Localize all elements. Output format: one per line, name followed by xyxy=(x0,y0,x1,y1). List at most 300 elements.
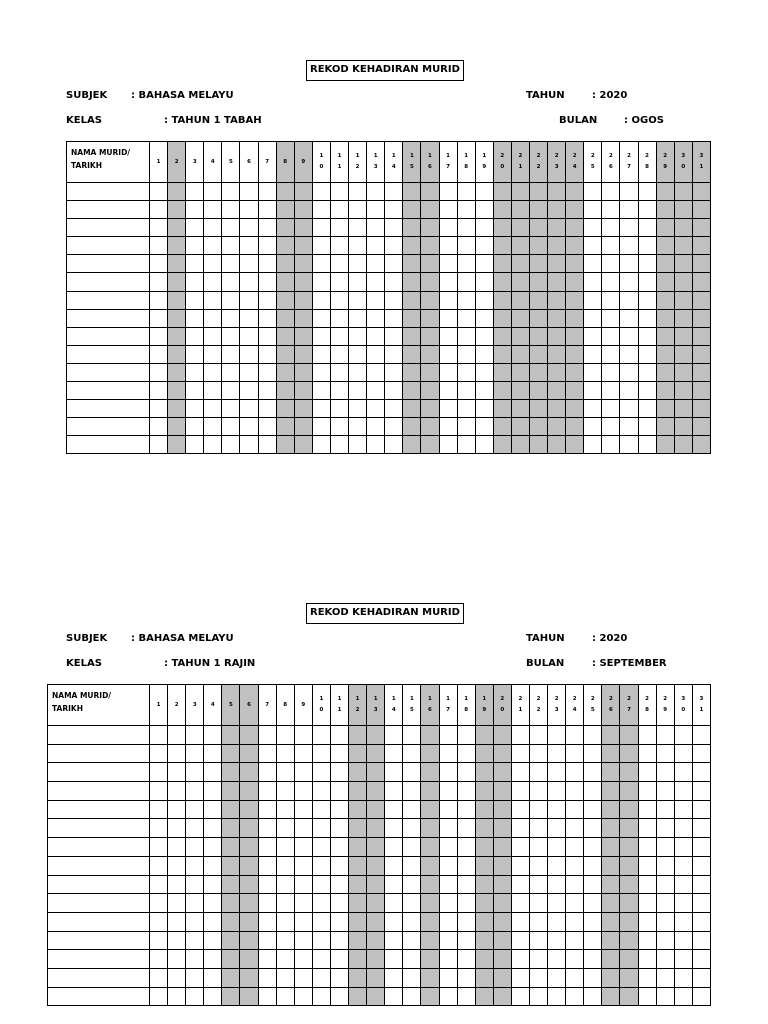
attendance-cell[interactable] xyxy=(566,382,584,400)
attendance-cell[interactable] xyxy=(367,950,385,969)
attendance-cell[interactable] xyxy=(168,309,186,327)
attendance-cell[interactable] xyxy=(548,345,566,363)
attendance-cell[interactable] xyxy=(312,856,330,875)
attendance-cell[interactable] xyxy=(240,838,258,857)
attendance-cell[interactable] xyxy=(638,856,656,875)
attendance-cell[interactable] xyxy=(493,782,511,801)
attendance-cell[interactable] xyxy=(493,309,511,327)
attendance-cell[interactable] xyxy=(457,782,475,801)
attendance-cell[interactable] xyxy=(168,273,186,291)
attendance-cell[interactable] xyxy=(548,875,566,894)
attendance-cell[interactable] xyxy=(602,819,620,838)
attendance-cell[interactable] xyxy=(529,800,547,819)
attendance-cell[interactable] xyxy=(276,800,294,819)
attendance-cell[interactable] xyxy=(656,912,674,931)
attendance-cell[interactable] xyxy=(457,400,475,418)
attendance-cell[interactable] xyxy=(385,418,403,436)
attendance-cell[interactable] xyxy=(150,201,168,219)
attendance-cell[interactable] xyxy=(168,931,186,950)
attendance-cell[interactable] xyxy=(692,931,710,950)
attendance-cell[interactable] xyxy=(584,237,602,255)
student-name-cell[interactable] xyxy=(67,345,150,363)
attendance-cell[interactable] xyxy=(186,856,204,875)
attendance-cell[interactable] xyxy=(403,894,421,913)
attendance-cell[interactable] xyxy=(403,838,421,857)
attendance-cell[interactable] xyxy=(457,309,475,327)
attendance-cell[interactable] xyxy=(204,436,222,454)
attendance-cell[interactable] xyxy=(240,744,258,763)
attendance-cell[interactable] xyxy=(385,763,403,782)
attendance-cell[interactable] xyxy=(511,819,529,838)
attendance-cell[interactable] xyxy=(367,273,385,291)
attendance-cell[interactable] xyxy=(150,382,168,400)
attendance-cell[interactable] xyxy=(638,894,656,913)
attendance-cell[interactable] xyxy=(276,894,294,913)
attendance-cell[interactable] xyxy=(692,436,710,454)
attendance-cell[interactable] xyxy=(168,237,186,255)
attendance-cell[interactable] xyxy=(330,726,348,745)
attendance-cell[interactable] xyxy=(566,327,584,345)
attendance-cell[interactable] xyxy=(222,875,240,894)
attendance-cell[interactable] xyxy=(511,183,529,201)
student-name-cell[interactable] xyxy=(67,418,150,436)
attendance-cell[interactable] xyxy=(150,726,168,745)
attendance-cell[interactable] xyxy=(403,856,421,875)
attendance-cell[interactable] xyxy=(204,219,222,237)
attendance-cell[interactable] xyxy=(367,838,385,857)
attendance-cell[interactable] xyxy=(511,291,529,309)
attendance-cell[interactable] xyxy=(349,436,367,454)
attendance-cell[interactable] xyxy=(150,763,168,782)
attendance-cell[interactable] xyxy=(566,201,584,219)
attendance-cell[interactable] xyxy=(204,968,222,987)
attendance-cell[interactable] xyxy=(294,726,312,745)
attendance-cell[interactable] xyxy=(620,968,638,987)
attendance-cell[interactable] xyxy=(186,894,204,913)
attendance-cell[interactable] xyxy=(367,726,385,745)
attendance-cell[interactable] xyxy=(457,183,475,201)
attendance-cell[interactable] xyxy=(150,819,168,838)
attendance-cell[interactable] xyxy=(620,237,638,255)
attendance-cell[interactable] xyxy=(511,400,529,418)
attendance-cell[interactable] xyxy=(168,436,186,454)
attendance-cell[interactable] xyxy=(511,838,529,857)
attendance-cell[interactable] xyxy=(186,987,204,1006)
attendance-cell[interactable] xyxy=(294,800,312,819)
attendance-cell[interactable] xyxy=(168,912,186,931)
attendance-cell[interactable] xyxy=(150,800,168,819)
attendance-cell[interactable] xyxy=(385,912,403,931)
attendance-cell[interactable] xyxy=(168,255,186,273)
attendance-cell[interactable] xyxy=(566,856,584,875)
attendance-cell[interactable] xyxy=(276,183,294,201)
attendance-cell[interactable] xyxy=(294,436,312,454)
attendance-cell[interactable] xyxy=(638,327,656,345)
attendance-cell[interactable] xyxy=(511,219,529,237)
attendance-cell[interactable] xyxy=(439,968,457,987)
attendance-cell[interactable] xyxy=(150,744,168,763)
attendance-cell[interactable] xyxy=(150,273,168,291)
attendance-cell[interactable] xyxy=(421,400,439,418)
attendance-cell[interactable] xyxy=(439,726,457,745)
attendance-cell[interactable] xyxy=(439,219,457,237)
attendance-cell[interactable] xyxy=(421,237,439,255)
attendance-cell[interactable] xyxy=(421,273,439,291)
attendance-cell[interactable] xyxy=(602,838,620,857)
attendance-cell[interactable] xyxy=(421,183,439,201)
attendance-cell[interactable] xyxy=(240,800,258,819)
attendance-cell[interactable] xyxy=(385,400,403,418)
attendance-cell[interactable] xyxy=(511,912,529,931)
attendance-cell[interactable] xyxy=(258,363,276,381)
student-name-cell[interactable] xyxy=(48,894,150,913)
attendance-cell[interactable] xyxy=(548,436,566,454)
attendance-cell[interactable] xyxy=(674,201,692,219)
attendance-cell[interactable] xyxy=(367,800,385,819)
attendance-cell[interactable] xyxy=(240,950,258,969)
attendance-cell[interactable] xyxy=(204,183,222,201)
attendance-cell[interactable] xyxy=(511,327,529,345)
attendance-cell[interactable] xyxy=(674,183,692,201)
attendance-cell[interactable] xyxy=(330,183,348,201)
attendance-cell[interactable] xyxy=(439,819,457,838)
attendance-cell[interactable] xyxy=(692,800,710,819)
attendance-cell[interactable] xyxy=(457,838,475,857)
attendance-cell[interactable] xyxy=(548,201,566,219)
attendance-cell[interactable] xyxy=(421,987,439,1006)
attendance-cell[interactable] xyxy=(548,183,566,201)
attendance-cell[interactable] xyxy=(566,345,584,363)
attendance-cell[interactable] xyxy=(475,856,493,875)
attendance-cell[interactable] xyxy=(385,291,403,309)
attendance-cell[interactable] xyxy=(602,950,620,969)
attendance-cell[interactable] xyxy=(168,950,186,969)
attendance-cell[interactable] xyxy=(529,726,547,745)
attendance-cell[interactable] xyxy=(349,382,367,400)
attendance-cell[interactable] xyxy=(276,327,294,345)
attendance-cell[interactable] xyxy=(222,987,240,1006)
attendance-cell[interactable] xyxy=(349,912,367,931)
attendance-cell[interactable] xyxy=(656,744,674,763)
attendance-cell[interactable] xyxy=(511,987,529,1006)
attendance-cell[interactable] xyxy=(620,400,638,418)
attendance-cell[interactable] xyxy=(168,800,186,819)
attendance-cell[interactable] xyxy=(620,418,638,436)
attendance-cell[interactable] xyxy=(240,382,258,400)
attendance-cell[interactable] xyxy=(421,931,439,950)
attendance-cell[interactable] xyxy=(330,875,348,894)
attendance-cell[interactable] xyxy=(385,345,403,363)
attendance-cell[interactable] xyxy=(240,912,258,931)
attendance-cell[interactable] xyxy=(204,987,222,1006)
attendance-cell[interactable] xyxy=(204,345,222,363)
attendance-cell[interactable] xyxy=(186,726,204,745)
attendance-cell[interactable] xyxy=(150,400,168,418)
attendance-cell[interactable] xyxy=(602,363,620,381)
attendance-cell[interactable] xyxy=(457,382,475,400)
attendance-cell[interactable] xyxy=(439,327,457,345)
attendance-cell[interactable] xyxy=(349,219,367,237)
attendance-cell[interactable] xyxy=(312,912,330,931)
attendance-cell[interactable] xyxy=(385,363,403,381)
attendance-cell[interactable] xyxy=(638,819,656,838)
attendance-cell[interactable] xyxy=(403,400,421,418)
attendance-cell[interactable] xyxy=(367,237,385,255)
attendance-cell[interactable] xyxy=(385,838,403,857)
attendance-cell[interactable] xyxy=(330,363,348,381)
attendance-cell[interactable] xyxy=(294,400,312,418)
attendance-cell[interactable] xyxy=(330,856,348,875)
attendance-cell[interactable] xyxy=(439,782,457,801)
attendance-cell[interactable] xyxy=(222,273,240,291)
attendance-cell[interactable] xyxy=(493,327,511,345)
attendance-cell[interactable] xyxy=(511,382,529,400)
attendance-cell[interactable] xyxy=(294,819,312,838)
student-name-cell[interactable] xyxy=(67,201,150,219)
attendance-cell[interactable] xyxy=(656,968,674,987)
attendance-cell[interactable] xyxy=(258,382,276,400)
attendance-cell[interactable] xyxy=(638,363,656,381)
attendance-cell[interactable] xyxy=(294,291,312,309)
attendance-cell[interactable] xyxy=(276,400,294,418)
attendance-cell[interactable] xyxy=(602,327,620,345)
attendance-cell[interactable] xyxy=(548,255,566,273)
attendance-cell[interactable] xyxy=(638,201,656,219)
attendance-cell[interactable] xyxy=(439,912,457,931)
attendance-cell[interactable] xyxy=(475,255,493,273)
attendance-cell[interactable] xyxy=(312,291,330,309)
attendance-cell[interactable] xyxy=(656,819,674,838)
attendance-cell[interactable] xyxy=(276,273,294,291)
attendance-cell[interactable] xyxy=(312,327,330,345)
attendance-cell[interactable] xyxy=(367,968,385,987)
attendance-cell[interactable] xyxy=(367,856,385,875)
attendance-cell[interactable] xyxy=(656,800,674,819)
attendance-cell[interactable] xyxy=(150,931,168,950)
attendance-cell[interactable] xyxy=(692,291,710,309)
attendance-cell[interactable] xyxy=(692,726,710,745)
attendance-cell[interactable] xyxy=(150,838,168,857)
attendance-cell[interactable] xyxy=(312,931,330,950)
attendance-cell[interactable] xyxy=(330,309,348,327)
attendance-cell[interactable] xyxy=(584,436,602,454)
attendance-cell[interactable] xyxy=(439,237,457,255)
attendance-cell[interactable] xyxy=(620,744,638,763)
attendance-cell[interactable] xyxy=(349,418,367,436)
attendance-cell[interactable] xyxy=(674,345,692,363)
attendance-cell[interactable] xyxy=(638,309,656,327)
attendance-cell[interactable] xyxy=(620,201,638,219)
attendance-cell[interactable] xyxy=(511,436,529,454)
attendance-cell[interactable] xyxy=(457,436,475,454)
attendance-cell[interactable] xyxy=(403,819,421,838)
attendance-cell[interactable] xyxy=(294,382,312,400)
attendance-cell[interactable] xyxy=(330,327,348,345)
attendance-cell[interactable] xyxy=(421,436,439,454)
attendance-cell[interactable] xyxy=(294,255,312,273)
attendance-cell[interactable] xyxy=(475,382,493,400)
attendance-cell[interactable] xyxy=(204,400,222,418)
attendance-cell[interactable] xyxy=(584,418,602,436)
attendance-cell[interactable] xyxy=(276,219,294,237)
attendance-cell[interactable] xyxy=(330,237,348,255)
attendance-cell[interactable] xyxy=(150,327,168,345)
attendance-cell[interactable] xyxy=(330,968,348,987)
attendance-cell[interactable] xyxy=(457,726,475,745)
attendance-cell[interactable] xyxy=(692,950,710,969)
attendance-cell[interactable] xyxy=(493,436,511,454)
attendance-cell[interactable] xyxy=(367,763,385,782)
attendance-cell[interactable] xyxy=(258,782,276,801)
attendance-cell[interactable] xyxy=(638,800,656,819)
attendance-cell[interactable] xyxy=(403,726,421,745)
student-name-cell[interactable] xyxy=(67,400,150,418)
attendance-cell[interactable] xyxy=(439,273,457,291)
attendance-cell[interactable] xyxy=(421,345,439,363)
attendance-cell[interactable] xyxy=(276,782,294,801)
attendance-cell[interactable] xyxy=(620,819,638,838)
attendance-cell[interactable] xyxy=(674,838,692,857)
attendance-cell[interactable] xyxy=(186,744,204,763)
attendance-cell[interactable] xyxy=(294,273,312,291)
attendance-cell[interactable] xyxy=(439,950,457,969)
attendance-cell[interactable] xyxy=(204,382,222,400)
attendance-cell[interactable] xyxy=(240,273,258,291)
student-name-cell[interactable] xyxy=(48,782,150,801)
attendance-cell[interactable] xyxy=(529,219,547,237)
attendance-cell[interactable] xyxy=(421,744,439,763)
attendance-cell[interactable] xyxy=(349,838,367,857)
attendance-cell[interactable] xyxy=(294,931,312,950)
attendance-cell[interactable] xyxy=(439,418,457,436)
attendance-cell[interactable] xyxy=(457,255,475,273)
attendance-cell[interactable] xyxy=(403,800,421,819)
attendance-cell[interactable] xyxy=(222,800,240,819)
attendance-cell[interactable] xyxy=(403,968,421,987)
attendance-cell[interactable] xyxy=(294,894,312,913)
attendance-cell[interactable] xyxy=(222,856,240,875)
attendance-cell[interactable] xyxy=(222,327,240,345)
attendance-cell[interactable] xyxy=(204,763,222,782)
attendance-cell[interactable] xyxy=(330,273,348,291)
attendance-cell[interactable] xyxy=(150,291,168,309)
attendance-cell[interactable] xyxy=(602,400,620,418)
attendance-cell[interactable] xyxy=(312,782,330,801)
attendance-cell[interactable] xyxy=(240,418,258,436)
attendance-cell[interactable] xyxy=(602,255,620,273)
attendance-cell[interactable] xyxy=(349,782,367,801)
student-name-cell[interactable] xyxy=(67,255,150,273)
attendance-cell[interactable] xyxy=(421,782,439,801)
attendance-cell[interactable] xyxy=(168,382,186,400)
attendance-cell[interactable] xyxy=(276,856,294,875)
attendance-cell[interactable] xyxy=(584,763,602,782)
attendance-cell[interactable] xyxy=(529,968,547,987)
attendance-cell[interactable] xyxy=(493,931,511,950)
attendance-cell[interactable] xyxy=(620,875,638,894)
attendance-cell[interactable] xyxy=(330,931,348,950)
attendance-cell[interactable] xyxy=(475,950,493,969)
attendance-cell[interactable] xyxy=(240,894,258,913)
attendance-cell[interactable] xyxy=(656,309,674,327)
attendance-cell[interactable] xyxy=(457,763,475,782)
attendance-cell[interactable] xyxy=(240,875,258,894)
attendance-cell[interactable] xyxy=(240,219,258,237)
attendance-cell[interactable] xyxy=(204,327,222,345)
attendance-cell[interactable] xyxy=(439,856,457,875)
attendance-cell[interactable] xyxy=(204,744,222,763)
attendance-cell[interactable] xyxy=(493,273,511,291)
attendance-cell[interactable] xyxy=(294,763,312,782)
attendance-cell[interactable] xyxy=(692,327,710,345)
attendance-cell[interactable] xyxy=(493,856,511,875)
attendance-cell[interactable] xyxy=(602,726,620,745)
student-name-cell[interactable] xyxy=(48,819,150,838)
attendance-cell[interactable] xyxy=(349,744,367,763)
attendance-cell[interactable] xyxy=(548,912,566,931)
attendance-cell[interactable] xyxy=(204,201,222,219)
attendance-cell[interactable] xyxy=(150,968,168,987)
attendance-cell[interactable] xyxy=(222,436,240,454)
attendance-cell[interactable] xyxy=(620,782,638,801)
student-name-cell[interactable] xyxy=(48,838,150,857)
attendance-cell[interactable] xyxy=(584,912,602,931)
attendance-cell[interactable] xyxy=(312,418,330,436)
attendance-cell[interactable] xyxy=(602,987,620,1006)
attendance-cell[interactable] xyxy=(602,894,620,913)
attendance-cell[interactable] xyxy=(258,255,276,273)
attendance-cell[interactable] xyxy=(620,838,638,857)
attendance-cell[interactable] xyxy=(692,400,710,418)
attendance-cell[interactable] xyxy=(258,931,276,950)
attendance-cell[interactable] xyxy=(258,345,276,363)
attendance-cell[interactable] xyxy=(584,968,602,987)
attendance-cell[interactable] xyxy=(168,327,186,345)
attendance-cell[interactable] xyxy=(656,183,674,201)
attendance-cell[interactable] xyxy=(403,436,421,454)
attendance-cell[interactable] xyxy=(529,782,547,801)
attendance-cell[interactable] xyxy=(529,255,547,273)
attendance-cell[interactable] xyxy=(367,382,385,400)
attendance-cell[interactable] xyxy=(529,237,547,255)
student-name-cell[interactable] xyxy=(67,219,150,237)
attendance-cell[interactable] xyxy=(511,273,529,291)
attendance-cell[interactable] xyxy=(276,291,294,309)
attendance-cell[interactable] xyxy=(312,400,330,418)
attendance-cell[interactable] xyxy=(548,987,566,1006)
attendance-cell[interactable] xyxy=(457,291,475,309)
attendance-cell[interactable] xyxy=(566,931,584,950)
attendance-cell[interactable] xyxy=(638,436,656,454)
attendance-cell[interactable] xyxy=(584,219,602,237)
attendance-cell[interactable] xyxy=(493,950,511,969)
attendance-cell[interactable] xyxy=(638,418,656,436)
attendance-cell[interactable] xyxy=(638,273,656,291)
attendance-cell[interactable] xyxy=(620,345,638,363)
attendance-cell[interactable] xyxy=(276,912,294,931)
attendance-cell[interactable] xyxy=(457,327,475,345)
attendance-cell[interactable] xyxy=(475,819,493,838)
attendance-cell[interactable] xyxy=(457,800,475,819)
attendance-cell[interactable] xyxy=(548,291,566,309)
student-name-cell[interactable] xyxy=(67,237,150,255)
attendance-cell[interactable] xyxy=(674,309,692,327)
attendance-cell[interactable] xyxy=(584,183,602,201)
attendance-cell[interactable] xyxy=(475,968,493,987)
attendance-cell[interactable] xyxy=(566,894,584,913)
attendance-cell[interactable] xyxy=(421,819,439,838)
attendance-cell[interactable] xyxy=(240,819,258,838)
